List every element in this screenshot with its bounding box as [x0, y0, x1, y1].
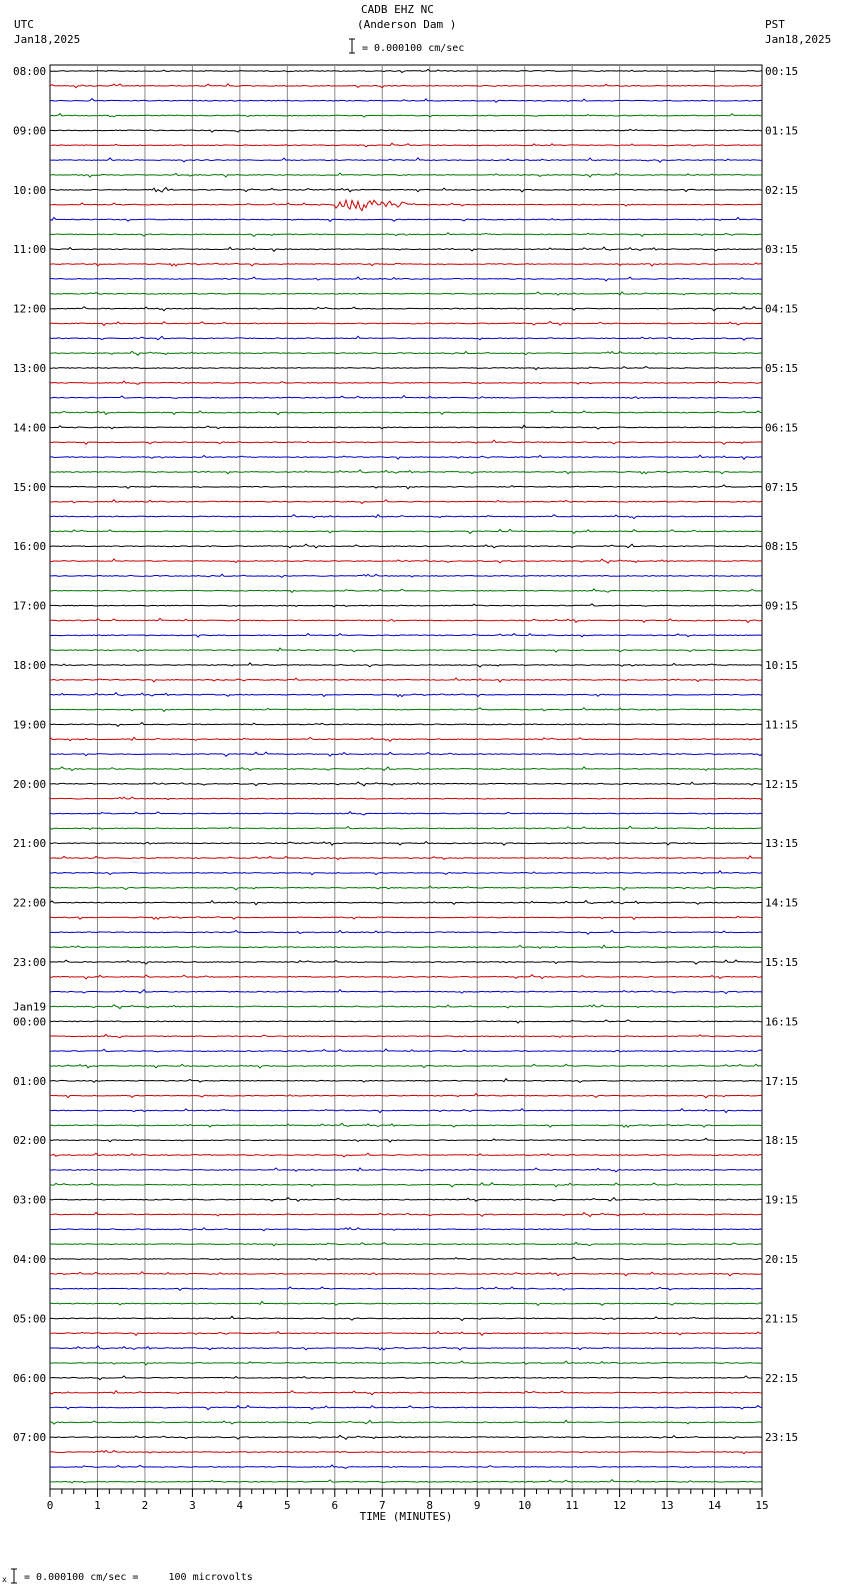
trace-line	[50, 930, 762, 934]
trace-line	[50, 1228, 762, 1231]
trace-line	[50, 916, 762, 919]
trace-line	[50, 1465, 762, 1468]
left-time-label: 11:00	[13, 243, 47, 257]
right-time-label: 01:15	[765, 124, 799, 138]
trace-line	[50, 842, 762, 846]
x-axis-title: TIME (MINUTES)	[359, 1510, 453, 1523]
trace-line	[50, 544, 762, 548]
right-time-label: 14:15	[765, 896, 799, 910]
x-tick-label: 14	[707, 1499, 722, 1512]
trace-line	[50, 1272, 762, 1276]
trace-line	[50, 396, 762, 399]
left-time-label: 00:00	[13, 1015, 47, 1029]
trace-line	[50, 1391, 762, 1395]
trace-line	[50, 217, 762, 221]
trace-line	[50, 1183, 762, 1187]
trace-line	[50, 1153, 762, 1157]
left-time-label: 17:00	[13, 599, 47, 613]
right-time-label: 09:15	[765, 599, 799, 613]
trace-line	[50, 871, 762, 875]
right-time-label: 22:15	[765, 1371, 799, 1385]
x-tick-label: 0	[46, 1499, 54, 1512]
trace-line	[50, 425, 762, 429]
trace-line	[50, 782, 762, 786]
trace-line	[50, 173, 762, 177]
left-time-label: 07:00	[13, 1431, 47, 1445]
left-time-label: 16:00	[13, 540, 47, 554]
right-date: Jan18,2025	[765, 33, 832, 46]
left-time-label: 08:00	[13, 65, 47, 78]
trace-line	[50, 114, 762, 118]
right-time-label: 05:15	[765, 362, 799, 375]
trace-line	[50, 440, 762, 444]
right-time-label: 10:15	[765, 659, 799, 672]
trace-line	[50, 1331, 762, 1335]
trace-line	[50, 321, 762, 325]
footer-scale-note: = 0.000100 cm/sec = 100 microvolts	[24, 1572, 253, 1583]
trace-line	[50, 960, 762, 964]
left-date-label: Jan19	[13, 1000, 47, 1014]
trace-line	[50, 1435, 762, 1439]
trace-line	[50, 1376, 762, 1380]
trace-line	[50, 856, 762, 860]
trace-line	[50, 515, 762, 519]
trace-line	[50, 247, 762, 251]
trace-line	[50, 604, 762, 607]
right-time-label: 12:15	[765, 777, 799, 791]
right-time-label: 19:15	[765, 1193, 799, 1207]
trace-line	[50, 1361, 762, 1365]
right-time-label: 18:15	[765, 1134, 799, 1148]
trace-line	[50, 485, 762, 489]
trace-line	[50, 1198, 762, 1202]
trace-line	[50, 1079, 762, 1083]
trace-line	[50, 1257, 762, 1260]
left-time-label: 12:00	[13, 302, 47, 316]
left-time-label: 14:00	[13, 421, 47, 435]
trace-line	[50, 1005, 762, 1009]
footer-marker: x	[2, 1575, 7, 1584]
trace-line	[50, 693, 762, 697]
footer-scale-bar-icon	[10, 1568, 18, 1584]
trace-line	[50, 1034, 762, 1037]
left-time-label: 18:00	[13, 659, 47, 672]
left-time-label: 06:00	[13, 1371, 47, 1385]
left-time-label: 19:00	[13, 718, 47, 732]
right-time-label: 00:15	[765, 65, 799, 78]
x-tick-label: 11	[565, 1499, 579, 1512]
trace-line	[50, 158, 762, 162]
trace-line	[50, 901, 762, 905]
trace-line	[50, 129, 762, 132]
left-date: Jan18,2025	[14, 33, 81, 46]
x-tick-label: 10	[518, 1499, 532, 1512]
right-time-label: 03:15	[765, 243, 799, 257]
trace-line	[50, 336, 762, 340]
trace-line	[50, 263, 762, 266]
right-time-label: 06:15	[765, 421, 799, 435]
trace-line	[50, 618, 762, 622]
trace-line	[50, 723, 762, 727]
trace-line	[50, 529, 762, 533]
site-title: (Anderson Dam )	[357, 18, 457, 31]
trace-line	[50, 292, 762, 295]
trace-line	[50, 574, 762, 577]
trace-line	[50, 187, 762, 192]
left-time-label: 20:00	[13, 777, 47, 791]
trace-line	[50, 99, 762, 103]
x-tick-label: 15	[755, 1499, 769, 1512]
trace-line	[50, 737, 762, 741]
trace-line	[50, 1405, 762, 1409]
trace-line	[50, 1094, 762, 1098]
trace-line	[50, 678, 762, 682]
trace-line	[50, 1346, 762, 1350]
trace-line	[50, 708, 762, 712]
trace-line	[50, 1287, 762, 1290]
right-timezone: PST	[765, 18, 785, 31]
right-time-label: 13:15	[765, 837, 799, 851]
right-time-label: 08:15	[765, 540, 799, 554]
x-tick-label: 8	[426, 1499, 434, 1512]
left-time-label: 03:00	[13, 1193, 47, 1207]
trace-line	[50, 634, 762, 637]
right-time-label: 21:15	[765, 1312, 799, 1326]
right-time-label: 15:15	[765, 956, 799, 969]
trace-line	[50, 470, 762, 474]
x-tick-label: 7	[378, 1499, 386, 1512]
left-time-label: 23:00	[13, 956, 47, 969]
left-time-label: 02:00	[13, 1134, 47, 1148]
trace-line	[50, 455, 762, 459]
trace-line	[50, 559, 762, 563]
scale-label: = 0.000100 cm/sec	[362, 43, 465, 54]
x-tick-label: 13	[660, 1499, 674, 1512]
trace-line	[50, 277, 762, 281]
trace-line	[50, 143, 762, 147]
trace-line	[50, 381, 762, 384]
x-tick-label: 6	[331, 1499, 339, 1512]
trace-line	[50, 1242, 762, 1246]
trace-line	[50, 648, 762, 652]
x-tick-label: 1	[94, 1499, 101, 1512]
trace-line	[50, 500, 762, 504]
left-time-label: 22:00	[13, 896, 47, 910]
trace-line	[50, 84, 762, 88]
trace-line	[50, 1168, 762, 1172]
trace-line	[50, 1480, 762, 1483]
left-time-label: 15:00	[13, 480, 47, 494]
trace-line	[50, 1316, 762, 1320]
trace-line	[50, 886, 762, 890]
trace-line	[50, 767, 762, 771]
left-time-label: 01:00	[13, 1074, 47, 1088]
right-time-label: 02:15	[765, 183, 799, 197]
trace-line	[50, 307, 762, 311]
x-tick-label: 5	[284, 1499, 291, 1512]
trace-line	[50, 752, 762, 756]
x-tick-label: 12	[612, 1499, 627, 1512]
trace-line	[50, 1450, 762, 1453]
trace-line	[50, 1420, 762, 1424]
x-tick-label: 4	[236, 1499, 244, 1512]
right-time-label: 04:15	[765, 302, 799, 316]
trace-line	[50, 990, 762, 994]
x-tick-label: 2	[141, 1499, 149, 1512]
trace-line	[50, 1301, 762, 1305]
trace-line	[50, 589, 762, 593]
trace-line	[50, 945, 762, 948]
station-title: CADB EHZ NC	[361, 3, 434, 16]
left-timezone: UTC	[14, 18, 34, 31]
trace-line	[50, 1212, 762, 1216]
trace-line	[50, 411, 762, 415]
trace-line	[50, 69, 762, 72]
trace-line	[50, 1064, 762, 1068]
trace-line	[50, 1020, 762, 1023]
right-time-label: 16:15	[765, 1015, 799, 1029]
trace-line	[50, 812, 762, 815]
right-time-label: 07:15	[765, 480, 799, 494]
right-time-label: 11:15	[765, 718, 799, 732]
left-time-label: 04:00	[13, 1253, 47, 1266]
left-time-label: 21:00	[13, 837, 47, 851]
trace-line	[50, 663, 762, 667]
trace-line	[50, 351, 762, 355]
right-time-label: 23:15	[765, 1431, 799, 1445]
right-time-label: 20:15	[765, 1253, 799, 1266]
left-time-label: 10:00	[13, 183, 47, 197]
x-tick-label: 3	[189, 1499, 196, 1512]
trace-line	[50, 1123, 762, 1127]
trace-line	[50, 826, 762, 829]
x-tick-label: 9	[473, 1499, 481, 1512]
left-time-label: 13:00	[13, 362, 47, 375]
trace-line	[50, 975, 762, 979]
left-time-label: 09:00	[13, 124, 47, 138]
trace-line	[50, 233, 762, 237]
trace-line	[50, 1138, 762, 1142]
trace-line	[50, 1049, 762, 1052]
trace-line	[50, 1109, 762, 1113]
trace-line	[50, 200, 762, 211]
right-time-label: 17:15	[765, 1074, 799, 1088]
left-time-label: 05:00	[13, 1312, 47, 1326]
trace-line	[50, 366, 762, 369]
trace-line	[50, 797, 762, 800]
